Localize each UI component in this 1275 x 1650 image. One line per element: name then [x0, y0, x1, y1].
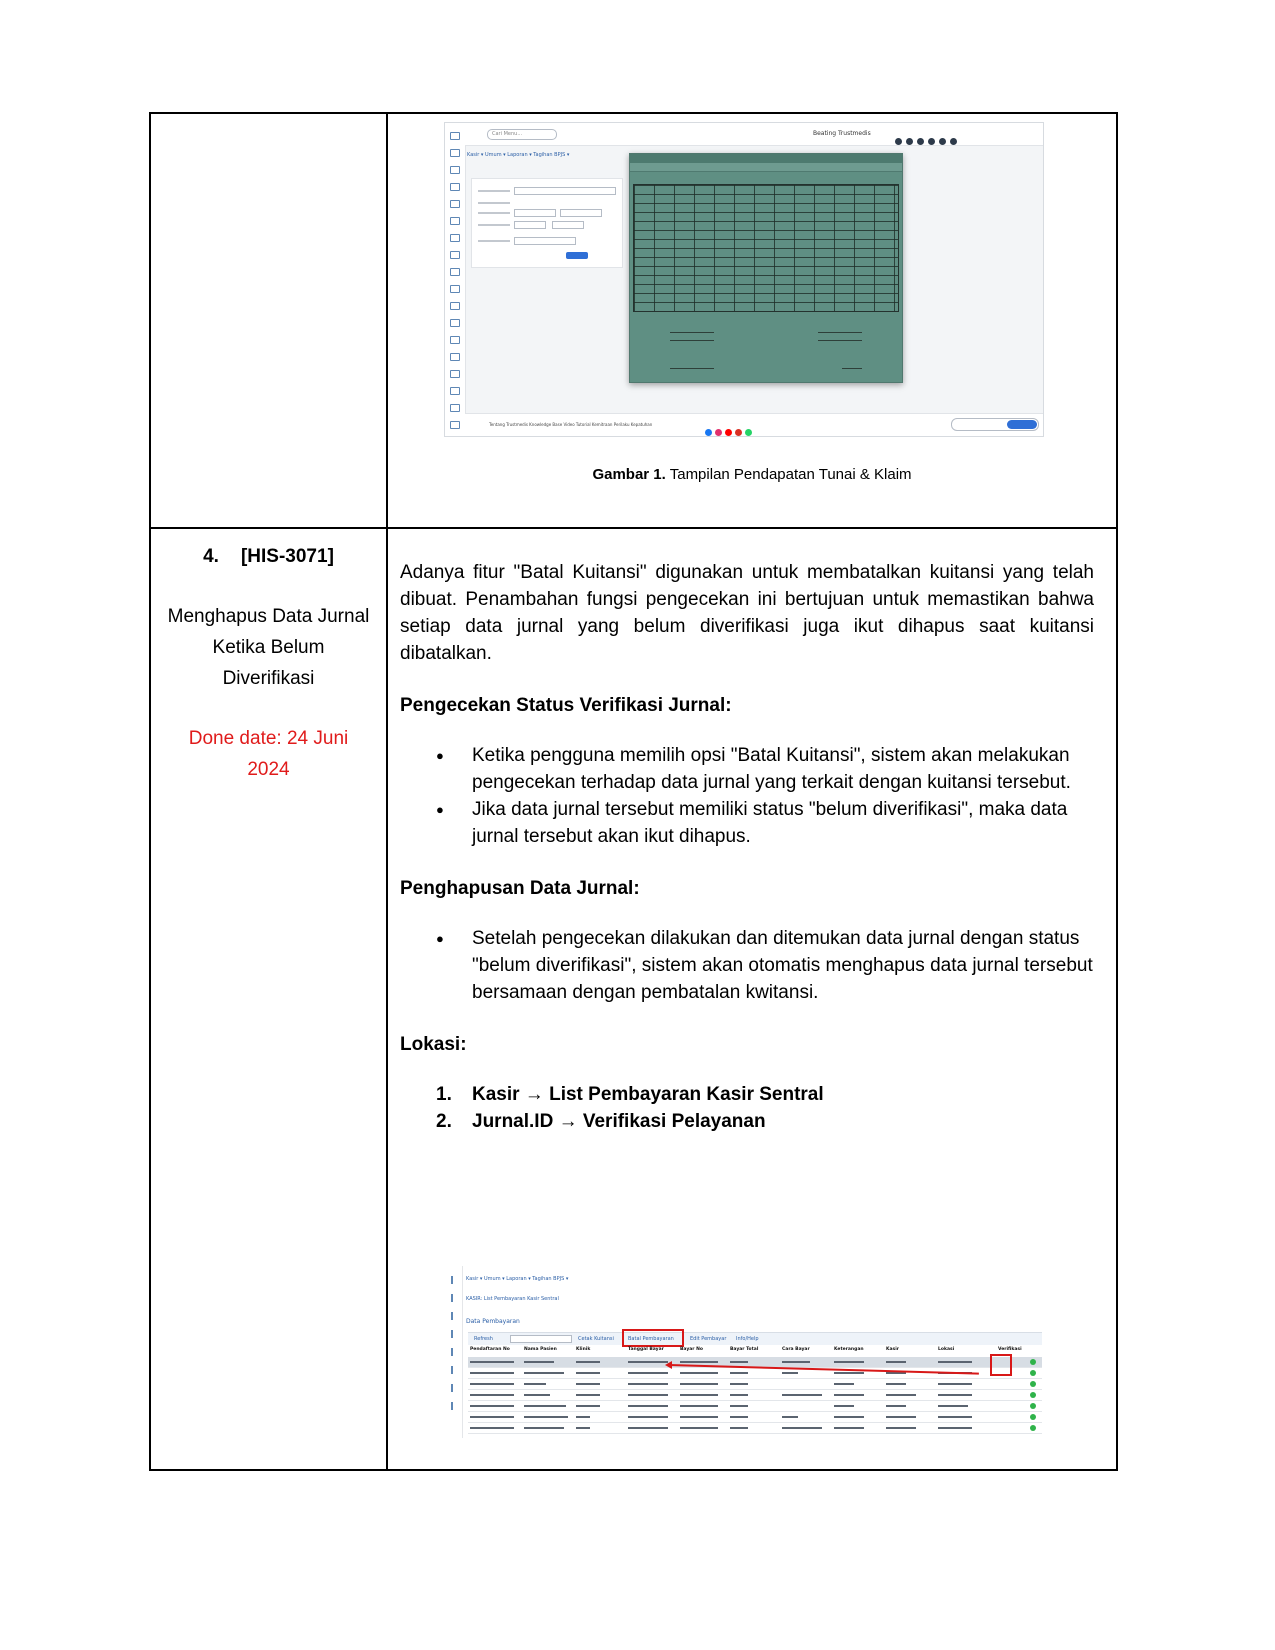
social-icons	[705, 421, 755, 437]
list-item: 1. Kasir → List Pembayaran Kasir Sentral	[436, 1084, 824, 1105]
footer-links: Tentang Trustmedis Knowledge Base Video Tutorial Kemitraan Perilaku Kepatuhan	[489, 422, 653, 427]
print-receipt-button: Cetak Kuitansi	[578, 1336, 614, 1342]
report-table	[633, 184, 899, 312]
section1-list	[400, 742, 1094, 850]
location-list	[400, 1081, 1094, 1135]
table-row	[468, 1412, 1042, 1423]
done-date: Done date: 24 Juni 2024	[188, 728, 349, 780]
table-row	[468, 1423, 1042, 1434]
verification-highlight	[990, 1354, 1012, 1376]
app-sidebar	[444, 1266, 463, 1438]
cancel-payment-button: Batal Pembayaran	[628, 1336, 674, 1342]
annotation-arrowhead	[665, 1361, 672, 1369]
list-item: ● Jika data jurnal tersebut memiliki status "belum diverifikasi", maka data jurnal tersebut akan ikut dihapus.	[472, 796, 1094, 850]
location-heading: Lokasi:	[400, 1034, 467, 1055]
section2-heading: Penghapusan Data Jurnal:	[400, 878, 640, 899]
task-title: Menghapus Data Jurnal Ketika Belum Diverifikasi	[167, 606, 370, 689]
figure-caption	[388, 466, 1116, 483]
payment-toolbar	[468, 1332, 1042, 1345]
table-row	[468, 1390, 1042, 1401]
table-row	[468, 1379, 1042, 1390]
table-row	[468, 1401, 1042, 1412]
info-help-button: Info/Help	[736, 1336, 759, 1342]
ticket-id: [HIS-3071]	[240, 546, 334, 567]
caption-text: Tampilan Pendapatan Tunai & Klaim	[665, 466, 912, 483]
entry-number: 4.	[203, 546, 219, 567]
report-filter-form	[471, 178, 623, 268]
toolbar-search-input	[510, 1335, 572, 1343]
section1-heading: Pengecekan Status Verifikasi Jurnal:	[400, 695, 732, 716]
column-divider	[386, 114, 388, 1469]
caption-label: Gambar 1.	[592, 466, 666, 483]
section-title: Data Pembayaran	[466, 1318, 520, 1325]
entry-info-cell	[151, 529, 386, 785]
app-sidebar	[445, 123, 466, 436]
app-menubar: Kasir ▾ Umum ▾ Laporan ▾ Tagihan BPJS ▾	[466, 1276, 569, 1282]
payment-table-rows	[468, 1357, 1042, 1434]
app-footer	[465, 413, 1043, 436]
payment-list-screenshot	[444, 1266, 1042, 1438]
show-report-button	[566, 252, 588, 259]
table-header: Pendaftaran No Nama Pasien Klinik Tanggal Bayar Bayar No Bayar Total Cara Bayar Keterangan Kasir Lokasi Verifikasi	[470, 1347, 1022, 1352]
intro-paragraph: Adanya fitur "Batal Kuitansi" digunakan untuk membatalkan kuitansi yang telah dibuat. Penambahan fungsi pengecekan ini bertujuan untuk memastikan bahwa setiap data jurnal yang belum diverifikasi juga ikut dihapus saat kuitansi dibatalkan.	[400, 562, 1094, 664]
report-screenshot	[444, 122, 1044, 437]
app-menubar: Kasir ▾ Umum ▾ Laporan ▾ Tagihan BPJS ▾	[467, 152, 570, 158]
app-topbar	[465, 123, 1043, 146]
breadcrumb: KASIR: List Pembayaran Kasir Sentral	[466, 1296, 559, 1302]
edit-payer-button: Edit Pembayar	[690, 1336, 727, 1342]
help-chat-box	[951, 418, 1039, 431]
refresh-button: Refresh	[474, 1336, 493, 1342]
report-popup-window	[629, 153, 903, 383]
topbar-icons	[895, 130, 961, 149]
menu-search-input: Cari Menu...	[487, 129, 557, 140]
section2-list	[400, 925, 1094, 1006]
list-item: ● Ketika pengguna memilih opsi "Batal Kuitansi", sistem akan melakukan pengecekan terhadap data jurnal yang terkait dengan kuitansi tersebut.	[472, 742, 1094, 796]
report-signatures	[670, 324, 862, 374]
entry-description-cell	[400, 559, 1094, 1135]
list-item: ● Setelah pengecekan dilakukan dan ditemukan data jurnal dengan status "belum diverifikasi", sistem akan otomatis menghapus data jurnal tersebut bersamaan dengan pembatalan kwitansi.	[472, 925, 1094, 1006]
ticket-heading	[151, 541, 386, 572]
cancel-payment-highlight	[622, 1329, 684, 1347]
list-item: 2. Jurnal.ID → Verifikasi Pelayanan	[436, 1111, 766, 1132]
brand-label: Beating Trustmedis	[813, 130, 871, 137]
document-table	[149, 112, 1118, 1471]
